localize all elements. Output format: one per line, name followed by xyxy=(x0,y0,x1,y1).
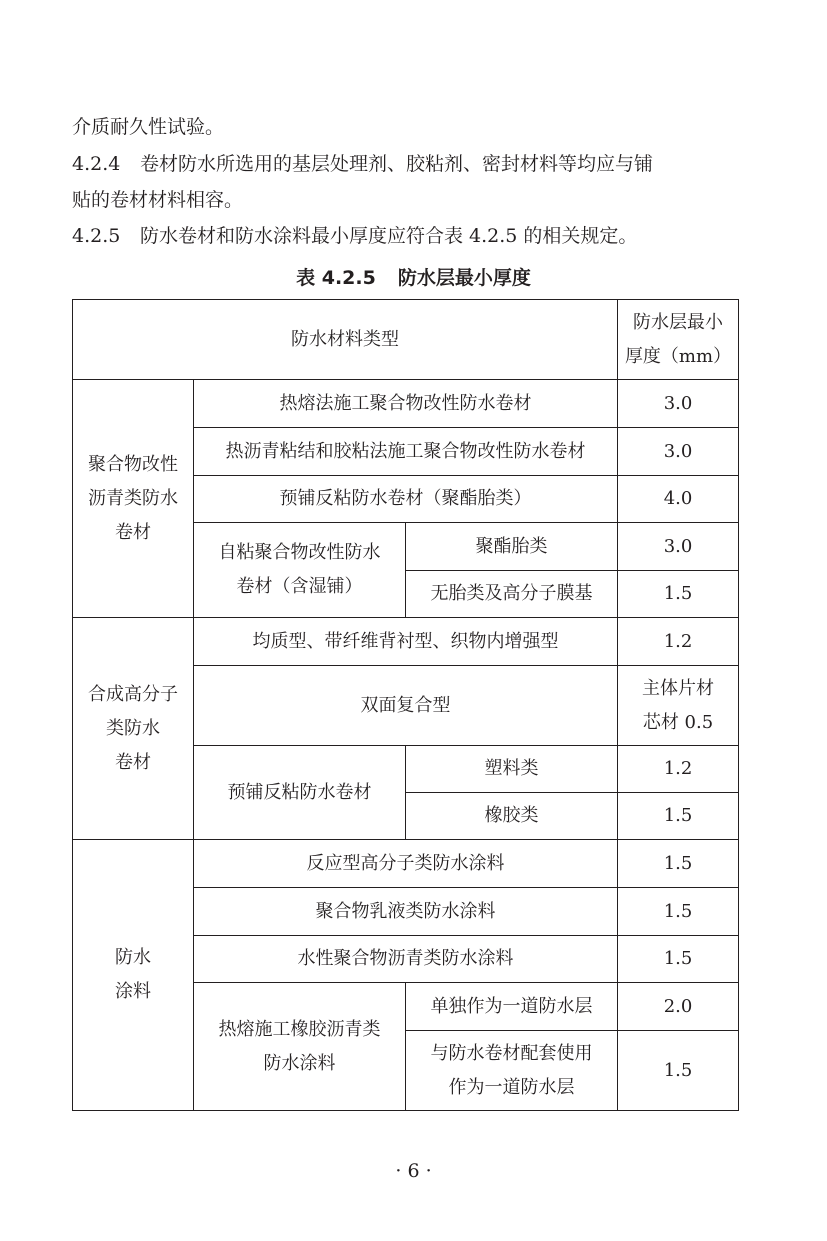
group-label-line: 合成高分子 xyxy=(88,683,178,705)
material-name: 热沥青粘结和胶粘法施工聚合物改性防水卷材 xyxy=(194,428,618,476)
material-subtype xyxy=(194,523,406,618)
header-thickness-line1: 防水层最小 xyxy=(633,311,724,333)
table-caption-number: 表 4.2.5 xyxy=(296,267,376,289)
thickness-value: 1.5 xyxy=(618,888,739,936)
thickness-value: 1.5 xyxy=(618,571,739,618)
thickness-value: 1.5 xyxy=(618,1031,739,1111)
material-name: 聚合物乳液类防水涂料 xyxy=(194,888,618,936)
group-label-line: 沥青类防水 xyxy=(88,487,178,509)
clause-4-2-4 xyxy=(72,151,653,177)
header-thickness xyxy=(618,300,739,380)
clause-text: 防水卷材和防水涂料最小厚度应符合表 4.2.5 的相关规定。 xyxy=(140,225,638,247)
thickness-value: 1.2 xyxy=(618,618,739,666)
group-label-coating xyxy=(73,840,194,1111)
paragraph-text: 介质耐久性试验。 xyxy=(72,116,225,138)
thickness-value: 1.5 xyxy=(618,793,739,840)
clause-number: 4.2.5 xyxy=(72,225,121,247)
material-subtype: 预铺反粘防水卷材 xyxy=(194,746,406,840)
header-thickness-line2: 厚度（mm） xyxy=(624,345,732,367)
subtype-line: 卷材（含湿铺） xyxy=(236,576,363,597)
subtype-line: 热熔施工橡胶沥青类 xyxy=(218,1018,381,1040)
table-row xyxy=(73,618,739,666)
thickness-line: 主体片材 xyxy=(642,677,715,699)
material-name: 热熔法施工聚合物改性防水卷材 xyxy=(194,380,618,428)
variant-line: 作为一道防水层 xyxy=(448,1076,575,1098)
clause-4-2-5 xyxy=(72,223,637,249)
thickness-line: 芯材 0.5 xyxy=(642,711,714,733)
thickness-value xyxy=(618,666,739,746)
thickness-value: 1.5 xyxy=(618,840,739,888)
group-label-modified-bitumen xyxy=(73,380,194,618)
group-label-line: 防水 xyxy=(115,947,151,968)
thickness-table xyxy=(72,299,739,1111)
material-variant: 单独作为一道防水层 xyxy=(406,983,618,1031)
variant-line: 与防水卷材配套使用 xyxy=(430,1042,593,1064)
thickness-value: 3.0 xyxy=(618,380,739,428)
material-variant: 聚酯胎类 xyxy=(406,523,618,571)
subtype-line: 自粘聚合物改性防水 xyxy=(218,542,381,563)
header-material-type: 防水材料类型 xyxy=(73,300,618,380)
material-variant: 无胎类及高分子膜基 xyxy=(406,571,618,618)
material-variant xyxy=(406,1031,618,1111)
thickness-value: 1.5 xyxy=(618,936,739,983)
clause-4-2-4-continued xyxy=(72,187,243,213)
material-name: 均质型、带纤维背衬型、织物内增强型 xyxy=(194,618,618,666)
clause-text-continued: 贴的卷材材料相容。 xyxy=(72,189,244,211)
material-variant: 塑料类 xyxy=(406,746,618,793)
material-name: 反应型高分子类防水涂料 xyxy=(194,840,618,888)
table-header-row xyxy=(73,300,739,380)
table-caption xyxy=(0,263,827,290)
material-name: 双面复合型 xyxy=(194,666,618,746)
material-variant: 橡胶类 xyxy=(406,793,618,840)
thickness-value: 2.0 xyxy=(618,983,739,1031)
group-label-line: 卷材 xyxy=(115,521,151,543)
material-subtype xyxy=(194,983,406,1111)
table-row xyxy=(73,380,739,428)
thickness-value: 1.2 xyxy=(618,746,739,793)
material-name: 水性聚合物沥青类防水涂料 xyxy=(194,936,618,983)
material-name: 预铺反粘防水卷材（聚酯胎类） xyxy=(194,476,618,523)
table-caption-title: 防水层最小厚度 xyxy=(397,267,531,289)
thickness-value: 3.0 xyxy=(618,428,739,476)
group-label-polymer xyxy=(73,618,194,840)
clause-text: 卷材防水所选用的基层处理剂、胶粘剂、密封材料等均应与铺 xyxy=(140,153,654,175)
clause-number: 4.2.4 xyxy=(72,153,121,175)
thickness-value: 4.0 xyxy=(618,476,739,523)
group-label-line: 涂料 xyxy=(115,981,151,1002)
group-label-line: 类防水 xyxy=(106,717,160,739)
page-number: · 6 · xyxy=(395,1160,432,1182)
thickness-value: 3.0 xyxy=(618,523,739,571)
group-label-line: 聚合物改性 xyxy=(88,453,178,475)
group-label-line: 卷材 xyxy=(115,751,151,773)
table-row xyxy=(73,840,739,888)
paragraph-continuation xyxy=(72,114,224,140)
subtype-line: 防水涂料 xyxy=(263,1052,336,1074)
